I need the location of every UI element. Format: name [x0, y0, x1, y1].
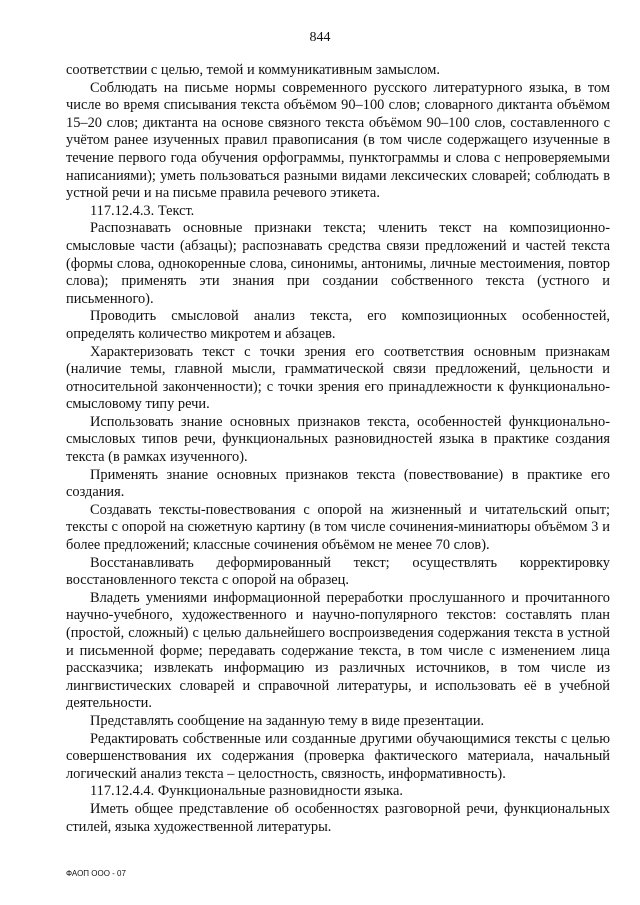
paragraph: Распознавать основные признаки текста; членить текст на композиционно-смысловые части (абзацы); распознавать средства связи предложений и частей текста (формы слова, однокоренные слова, синонимы, антонимы, личные местоимения, повтор слова); применять эти знания при создании собственного текста (устного и письменного). — [66, 220, 610, 307]
paragraph: Характеризовать текст с точки зрения его соответствия основным признакам (наличие темы, главной мысли, грамматической связи предложений, цельности и относительной законченности); с точки зрения его принадлежности к функционально-смысловому типу речи. — [66, 343, 610, 413]
paragraph: Редактировать собственные или созданные другими обучающимися тексты с целью совершенствования их содержания (проверка фактического материала, начальный логический анализ текста – целостность, связность, информативность). — [66, 730, 610, 782]
paragraph: Восстанавливать деформированный текст; осуществлять корректировку восстановленного текста с опорой на образец. — [66, 554, 610, 589]
paragraph: Представлять сообщение на заданную тему в виде презентации. — [90, 712, 485, 729]
document-body — [66, 62, 610, 836]
paragraph: Использовать знание основных признаков текста, особенностей функционально-смысловых типов речи, функциональных разновидностей языка в практике создания текста (в рамках изученного). — [66, 413, 610, 466]
paragraph: Иметь общее представление об особенностях разговорной речи, функциональных стилей, языка художественной литературы. — [66, 800, 610, 835]
paragraph: соответствии с целью, темой и коммуникативным замыслом. — [66, 62, 440, 78]
section-heading: 117.12.4.4. Функциональные разновидности языка. — [90, 783, 403, 800]
paragraph: Применять знание основных признаков текста (повествование) в практике его создания. — [66, 466, 610, 501]
section-heading: 117.12.4.3. Текст. — [90, 202, 195, 219]
paragraph: Создавать тексты-повествования с опорой на жизненный и читательский опыт; тексты с опорой на сюжетную картину (в том числе сочинения-миниатюры объёмом 3 и более предложений; классные сочинения объёмом не менее 70 слов). — [66, 501, 610, 554]
page-number: 844 — [309, 30, 331, 45]
footer-code: ФАОП ООО - 07 — [66, 869, 126, 878]
paragraph: Проводить смысловой анализ текста, его композиционных особенностей, определять количество микротем и абзацев. — [66, 308, 610, 342]
paragraph: Владеть умениями информационной переработки прослушанного и прочитанного научно-учебного, художественного и научно-популярного текстов: составлять план (простой, сложный) с целью дальнейшего воспроизведения содержания текста в устной и письменной форме; передавать содержание текста, в том числе с изменением лица рассказчика; извлекать информацию из различных источников, в том числе из лингвистических словарей и справочной литературы, и использовать её в учебной деятельности. — [66, 589, 610, 712]
paragraph: Соблюдать на письме нормы современного русского литературного языка, в том числе во время списывания текста объёмом 90–100 слов; словарного диктанта объёмом 15–20 слов; диктанта на основе связного текста объёмом 90–100 слов, составленного с учётом ранее изученных правил правописания (в том числе содержащего изученные в течение первого года обучения орфограммы, пунктограммы и слова с непроверяемыми написаниями); уметь пользоваться разными видами лексических словарей; соблюдать в устной речи и на письме правила речевого этикета. — [66, 79, 610, 202]
